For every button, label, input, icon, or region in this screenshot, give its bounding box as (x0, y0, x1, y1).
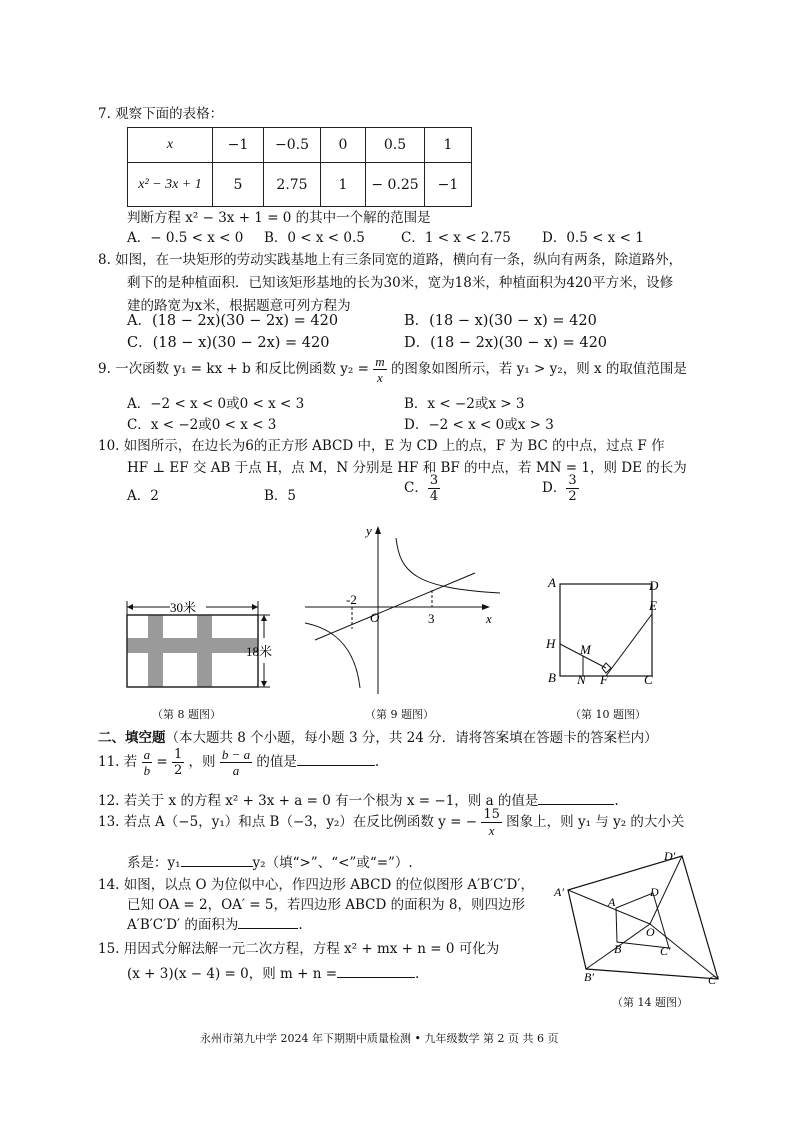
q10-option-b: B．5 (264, 488, 297, 504)
q15-line1: 15. 用因式分解法解一元二次方程，方程 x² + mx + n = 0 可化为 (98, 941, 500, 957)
fig9-y-label: y (366, 523, 372, 538)
fig8-caption: （第 8 题图） (152, 708, 221, 721)
q12-end: . (614, 793, 619, 809)
q7-value-table (127, 127, 472, 207)
q12-text: 12. 若关于 x 的方程 x² + 3x + a = 0 有一个根为 x = −1，则 a 的值是 (98, 793, 539, 809)
q9-stem-a: 9. 一次函数 y₁ = kx + b 和反比例函数 y₂ = (98, 361, 369, 377)
q10-option-d-label: D． (542, 480, 567, 496)
frac-num: b − a (221, 747, 251, 762)
q15-end: . (415, 966, 420, 982)
q13-line2-a: 系是：y₁ (127, 855, 181, 871)
q11-frac-expr (220, 748, 252, 777)
table-cell: −1 (213, 128, 264, 163)
fig14-A: A (608, 895, 616, 909)
page-footer: 永州市第九中学 2024 年下期期中质量检测 • 九年级数学 第 2 页 共 6 页 (200, 1032, 559, 1045)
table-cell: 2.75 (264, 163, 321, 207)
fig10-F: F (600, 672, 608, 687)
section2-title: 二、填空题 (98, 730, 166, 746)
q13-suffix: 图象上，则 y₁ 与 y₂ 的大小关 (506, 814, 685, 830)
q8-option-d: D．(18 − 2x)(30 − x) = 420 (404, 335, 608, 351)
q14-line3-text: A′B′C′D′ 的面积为 (127, 917, 239, 933)
figure-8-field-diagram (118, 593, 293, 693)
fig14-C: C′ (660, 944, 671, 958)
q13-line2-b: y₂（填“>”、“<”或“=”）. (252, 855, 413, 871)
fig10-N: N (577, 672, 586, 687)
fig8-top-label: 30米 (170, 600, 197, 615)
q11-suffix: 的值是 (256, 754, 297, 770)
q15-line2-text: (x + 3)(x − 4) = 0，则 m + n = (127, 966, 338, 982)
q12 (98, 789, 619, 809)
q9-option-a: A．−2 < x < 0或0 < x < 3 (127, 396, 305, 412)
figure-9-function-graph (300, 518, 500, 698)
frac-num: 1 (173, 747, 183, 762)
table-cell: −0.5 (264, 128, 321, 163)
q13-fraction (481, 808, 502, 837)
fig10-C: C (644, 672, 653, 687)
fig9-3-label: 3 (428, 611, 435, 626)
q9-fraction (373, 355, 386, 384)
q14-line2: 已知 OA = 2，OA′ = 5，若四边形 ABCD 的面积为 8，则四边形 (127, 897, 525, 913)
frac-den: 4 (429, 489, 439, 504)
q13-line2 (127, 851, 413, 871)
table-cell: 0 (321, 128, 366, 163)
q8-option-c: C．(18 − x)(30 − 2x) = 420 (127, 335, 330, 351)
q8-line3: 建的路宽为x米，根据题意可列方程为 (127, 298, 351, 314)
fig9-neg2-label: -2 (346, 592, 357, 607)
q8-line2: 剩下的是种植面积．已知该矩形基地的长为30米，宽为18米，种植面积为420平方米，设修 (127, 275, 674, 291)
table-cell: x (128, 128, 213, 163)
q10-line1: 10. 如图所示，在边长为6的正方形 ABCD 中，E 为 CD 上的点，F 为 BC 的中点，过点 F 作 (98, 438, 665, 454)
q13-prefix: 13. 若点 A（−5，y₁）和点 B（−3，y₂）在反比例函数 y = − (98, 814, 478, 830)
table-cell: 1 (321, 163, 366, 207)
q9-option-b: B．x < −2或x > 3 (404, 396, 525, 412)
q11-end: . (374, 754, 380, 770)
fig9-caption: （第 9 题图） (365, 708, 434, 721)
q10-option-c-label: C． (404, 480, 428, 496)
q9-frac-den: x (377, 370, 383, 385)
q14-line3 (127, 913, 303, 933)
q7-option-a: A．− 0.5 < x < 0 (127, 230, 244, 246)
frac-den: 2 (173, 763, 183, 778)
q9-stem (98, 355, 687, 384)
figure-10-square-diagram (540, 570, 680, 695)
frac-num: 3 (568, 473, 577, 488)
fig14-Bp: B′ (584, 970, 594, 984)
table-cell: 5 (213, 163, 264, 207)
q11 (98, 748, 379, 777)
fig8-side-label: 18米 (246, 644, 273, 659)
q9-frac-num: m (375, 354, 385, 369)
q11-answer-blank[interactable] (297, 765, 375, 766)
q9-option-c: C．x < −2或0 < x < 3 (127, 417, 277, 433)
q10-option-c (404, 474, 440, 503)
fig10-A: A (548, 575, 556, 590)
q10-option-a: A．2 (127, 488, 159, 504)
q7-option-b: B．0 < x < 0.5 (264, 230, 365, 246)
q7-option-c: C．1 < x < 2.75 (401, 230, 511, 246)
q11-frac-half (172, 748, 184, 777)
fig14-B: B (614, 942, 622, 956)
q12-answer-blank[interactable] (538, 804, 614, 805)
q9-stem-b: 的图象如图所示，若 y₁ > y₂，则 x 的取值范围是 (390, 361, 687, 377)
section2-header (98, 726, 658, 746)
frac-num: 3 (429, 473, 439, 488)
q9-option-d: D．−2 < x < 0或x > 3 (404, 417, 554, 433)
q15-answer-blank[interactable] (337, 977, 415, 978)
frac-den: 2 (568, 489, 577, 504)
fig10-E: E (649, 598, 657, 613)
q10-option-d-fraction (566, 474, 578, 503)
fig14-caption: （第 14 题图） (612, 996, 688, 1009)
q10-option-c-fraction (428, 474, 440, 503)
fig10-D: D (649, 578, 659, 593)
frac-den: x (488, 823, 495, 838)
frac-den: b (143, 763, 151, 778)
fig9-x-label: x (486, 611, 492, 626)
q8-option-a: A．(18 − 2x)(30 − 2x) = 420 (127, 313, 339, 329)
q13-answer-blank[interactable] (181, 866, 253, 867)
fig9-origin-label: O (370, 610, 380, 625)
section2-desc: （本大题共 8 个小题，每小题 3 分，共 24 分．请将答案填在答题卡的答案栏内） (165, 730, 658, 746)
q14-line1: 14. 如图，以点 O 为位似中心，作四边形 ABCD 的位似图形 A′B′C′D′， (98, 877, 534, 893)
q14-end: . (298, 917, 303, 933)
q11-equals: = (156, 754, 168, 770)
q10-option-d (542, 474, 579, 503)
q8-option-b: B．(18 − x)(30 − x) = 420 (404, 313, 597, 329)
fig10-caption: （第 10 题图） (570, 708, 646, 721)
fig10-B: B (548, 670, 556, 685)
frac-num: a (143, 747, 151, 762)
q11-then: ，则 (188, 754, 216, 770)
fig14-Ap: A′ (554, 885, 564, 899)
q7-stem: 7. 观察下面的表格： (98, 106, 224, 122)
table-cell: −1 (425, 163, 472, 207)
fig14-Cp: C′ (708, 973, 719, 987)
frac-num: 15 (483, 807, 500, 822)
table-cell: − 0.25 (366, 163, 425, 207)
frac-den: a (232, 763, 240, 778)
table-cell: 1 (425, 128, 472, 163)
figure-14-similar-quadrilaterals (550, 848, 730, 988)
fig14-D: D (650, 885, 659, 899)
q14-answer-blank[interactable] (238, 928, 298, 929)
fig14-Dp: D′ (664, 849, 676, 863)
fig10-M: M (580, 642, 591, 657)
q13-line1 (98, 808, 684, 837)
fig10-H: H (546, 636, 556, 651)
table-cell: x² − 3x + 1 (128, 163, 213, 207)
q15-line2 (127, 962, 419, 982)
q7-option-d: D．0.5 < x < 1 (542, 230, 644, 246)
q8-line1: 8. 如图，在一块矩形的劳动实践基地上有三条同宽的道路，横向有一条，纵向有两条，除道路外， (98, 252, 683, 268)
q10-line2: HF ⊥ EF 交 AB 于点 H，点 M，N 分别是 HF 和 BF 的中点，若 MN = 1，则 DE 的长为 (127, 460, 687, 476)
q7-question: 判断方程 x² − 3x + 1 = 0 的其中一个解的范围是 (127, 210, 431, 226)
q11-frac-ab (142, 748, 153, 777)
table-cell: 0.5 (366, 128, 425, 163)
fig14-O: O (646, 925, 655, 939)
q11-prefix: 11. 若 (98, 754, 138, 770)
